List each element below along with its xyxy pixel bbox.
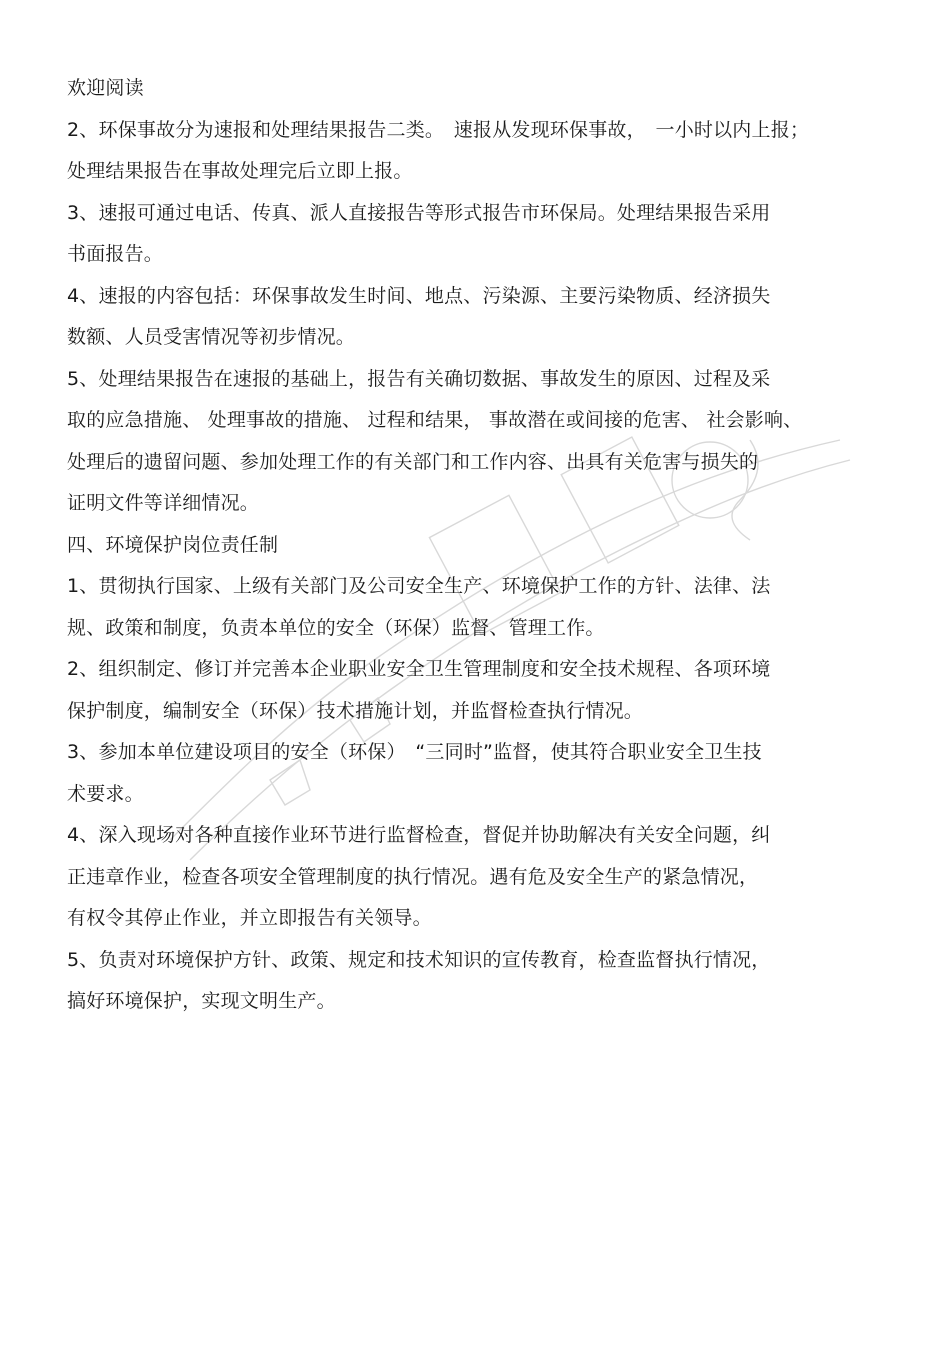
document-heading: 欢迎阅读	[67, 77, 144, 99]
paragraph-line: 4、深入现场对各种直接作业环节进行监督检查，督促并协助解决有关安全问题，纠	[67, 824, 771, 846]
paragraph-line: 书面报告。	[67, 243, 164, 265]
paragraph-line: 数额、人员受害情况等初步情况。	[67, 326, 356, 348]
paragraph-line: 5、负责对环境保护方针、政策、规定和技术知识的宣传教育，检查监督执行情况，	[67, 949, 771, 971]
paragraph-line: 2、环保事故分为速报和处理结果报告二类。 速报从发现环保事故， 一小时以内上报；	[67, 119, 810, 141]
paragraph-line: 规、政策和制度，负责本单位的安全（环保）监督、管理工作。	[67, 617, 605, 639]
paragraph-line: 5、处理结果报告在速报的基础上，报告有关确切数据、事故发生的原因、过程及采	[67, 368, 771, 390]
paragraph-line: 1、贯彻执行国家、上级有关部门及公司安全生产、环境保护工作的方针、法律、法	[67, 575, 771, 597]
watermark-stamp	[150, 420, 870, 880]
paragraph-line: 有权令其停止作业，并立即报告有关领导。	[67, 907, 432, 929]
paragraph-line: 处理后的遗留问题、参加处理工作的有关部门和工作内容、出具有关危害与损失的	[67, 451, 759, 473]
paragraph-line: 术要求。	[67, 783, 144, 805]
paragraph-line: 4、速报的内容包括：环保事故发生时间、地点、污染源、主要污染物质、经济损失	[67, 285, 771, 307]
paragraph-line: 3、参加本单位建设项目的安全（环保） “三同时”监督，使其符合职业安全卫生技	[67, 741, 762, 763]
paragraph-line: 保护制度，编制安全（环保）技术措施计划，并监督检查执行情况。	[67, 700, 644, 722]
paragraph-line: 取的应急措施、 处理事故的措施、 过程和结果， 事故潜在或间接的危害、 社会影响、	[67, 409, 803, 431]
paragraph-line: 3、速报可通过电话、传真、派人直接报告等形式报告市环保局。处理结果报告采用	[67, 202, 771, 224]
paragraph-line: 搞好环境保护，实现文明生产。	[67, 990, 336, 1012]
paragraph-line: 处理结果报告在事故处理完后立即上报。	[67, 160, 413, 182]
paragraph-line: 2、组织制定、修订并完善本企业职业安全卫生管理制度和安全技术规程、各项环境	[67, 658, 771, 680]
paragraph-line: 正违章作业，检查各项安全管理制度的执行情况。遇有危及安全生产的紧急情况，	[67, 866, 759, 888]
section-heading: 四、环境保护岗位责任制	[67, 534, 279, 556]
paragraph-line: 证明文件等详细情况。	[67, 492, 260, 514]
